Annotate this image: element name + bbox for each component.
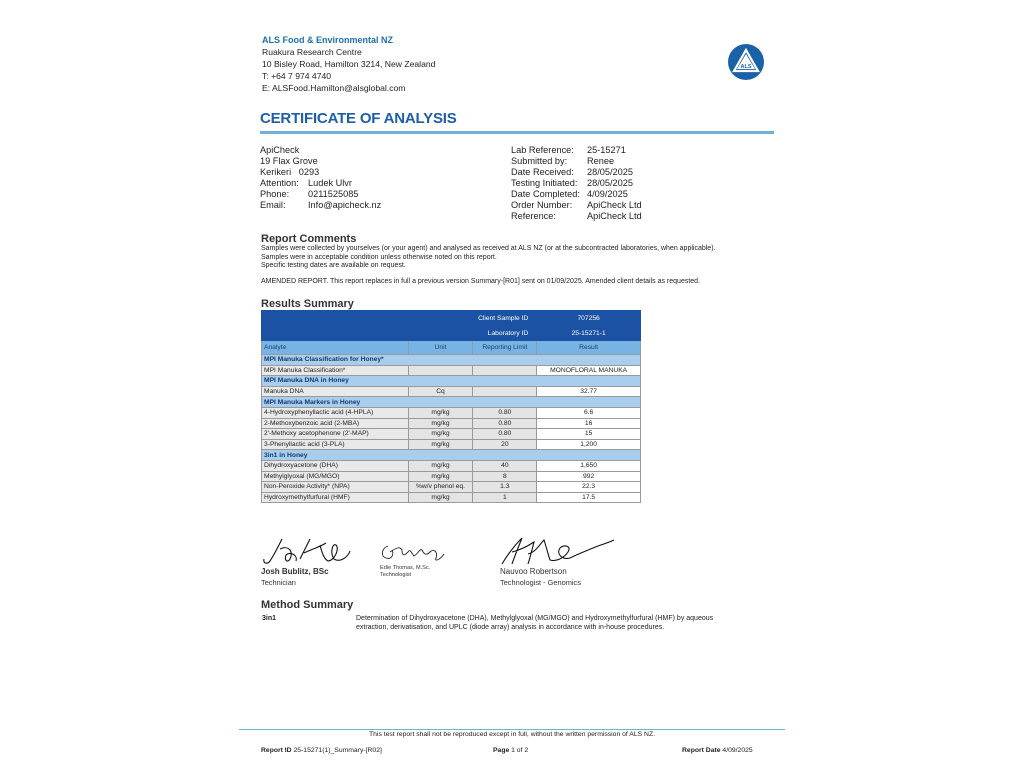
method-text-line-1: Determination of Dihydroxyacetone (DHA), Methylglyoxal (MG/MGO) and Hydroxymethylfurfural (HMF) by aqueous — [356, 615, 714, 622]
unit-cell: Cq — [408, 386, 473, 397]
analyte-cell: Hydroxymethylfurfural (HMF) — [262, 492, 409, 503]
footer-report-id — [261, 747, 382, 754]
result-cell: 16 — [537, 418, 641, 429]
col-header-analyte: Analyte — [262, 341, 409, 355]
signatory-1-name: Josh Bublitz, BSc — [261, 567, 329, 576]
analyte-cell: Non-Peroxide Activity* (NPA) — [262, 482, 409, 493]
client-sample-label: Client Sample ID — [262, 311, 537, 326]
table-row — [262, 482, 641, 493]
limit-cell: 0.80 — [473, 407, 537, 418]
report-id-value: 25-15271(1)_Summary-[R02] — [293, 747, 382, 754]
table-row — [262, 418, 641, 429]
method-text-line-2: extraction, derivatisation, and UPLC (diode array) analysis in accordance with in-house procedures. — [356, 623, 665, 631]
result-cell: MONOFLORAL MANUKA — [537, 365, 641, 376]
lab-name: ALS Food & Environmental NZ — [262, 35, 394, 45]
limit-cell: 20 — [473, 439, 537, 450]
footer-report-date — [682, 747, 753, 754]
phone-value: 0211525085 — [308, 189, 359, 199]
table-row — [262, 429, 641, 440]
table-row — [262, 471, 641, 482]
group-label: MPI Manuka Classification for Honey* — [262, 355, 641, 366]
unit-cell — [408, 365, 473, 376]
page-label: Page — [493, 747, 510, 754]
attention-label: Attention: — [260, 178, 299, 188]
col-header-unit: Unit — [408, 341, 473, 355]
table-row — [262, 439, 641, 450]
page-title: CERTIFICATE OF ANALYSIS — [260, 110, 457, 127]
analyte-cell: 2'-Methoxy acetophenone (2'-MAP) — [262, 429, 409, 440]
amended-note: AMENDED REPORT. This report replaces in full a previous version Summary-[R01] sent on 01/09/2025. Amended client details as requested. — [261, 278, 701, 285]
result-cell: 22.3 — [537, 482, 641, 493]
logo-text: ALS — [740, 64, 752, 70]
client-sample-value: 707256 — [537, 311, 641, 326]
method-code: 3in1 — [262, 615, 277, 622]
ref-lab-reference-label: Lab Reference: — [511, 145, 574, 155]
result-cell: 1,200 — [537, 439, 641, 450]
results-table — [261, 310, 641, 503]
report-date-label: Report Date — [682, 747, 721, 754]
signatory-3-title: Technologist - Genomics — [500, 578, 581, 587]
client-name: ApiCheck — [260, 145, 300, 155]
signature-edie-thomas — [378, 538, 448, 564]
group-label: MPI Manuka Markers in Honey — [262, 397, 641, 408]
result-cell: 1,650 — [537, 460, 641, 471]
signatory-2-name: Edie Thomas, M.Sc. — [380, 565, 431, 571]
attention-value: Ludek Ulvr — [308, 178, 352, 188]
laboratory-id-row — [262, 326, 641, 341]
analyte-cell: Methylglyoxal (MG/MGO) — [262, 471, 409, 482]
limit-cell — [473, 365, 537, 376]
client-sample-row — [262, 311, 641, 326]
signature-josh-bublitz — [260, 533, 356, 569]
limit-cell: 1 — [473, 492, 537, 503]
footer-divider — [239, 729, 785, 730]
ref-date-completed-label: Date Completed: — [511, 189, 580, 199]
method-heading: Method Summary — [261, 599, 354, 611]
unit-cell: mg/kg — [408, 407, 473, 418]
group-label: MPI Manuka DNA in Honey — [262, 376, 641, 387]
table-row — [262, 492, 641, 503]
signatory-1-title: Technician — [261, 578, 296, 587]
unit-cell: mg/kg — [408, 418, 473, 429]
result-cell: 17.5 — [537, 492, 641, 503]
phone-label: Phone: — [260, 189, 290, 199]
results-heading: Results Summary — [261, 298, 354, 310]
comment-line-3: Specific testing dates are available on request. — [261, 262, 406, 270]
ref-testing-initiated-value: 28/05/2025 — [587, 178, 633, 188]
laboratory-id-label: Laboratory ID — [262, 326, 537, 341]
table-row — [262, 365, 641, 376]
page-value: 1 of 2 — [511, 747, 529, 754]
ref-date-completed-value: 4/09/2025 — [587, 189, 628, 199]
column-header-row — [262, 341, 641, 355]
signatory-2-title: Technologist — [380, 571, 412, 578]
col-header-result: Result — [537, 341, 641, 355]
ref-submitted-by-label: Submitted by: — [511, 156, 568, 166]
limit-cell: 0.80 — [473, 429, 537, 440]
group-label: 3in1 in Honey — [262, 450, 641, 461]
result-cell: 32.77 — [537, 386, 641, 397]
table-row — [262, 386, 641, 397]
unit-cell: mg/kg — [408, 460, 473, 471]
ref-date-received-label: Date Received: — [511, 167, 574, 177]
group-row — [262, 376, 641, 387]
laboratory-id-value: 25-15271-1 — [537, 326, 641, 341]
comment-line-1: Samples were collected by yourselves (or your agent) and analysed as received at ALS NZ (or at the subcontracted laboratories, when applicable). — [261, 245, 716, 252]
email-label: Email: — [260, 200, 286, 210]
title-divider — [260, 131, 774, 134]
ref-lab-reference-value: 25-15271 — [587, 145, 626, 155]
unit-cell: mg/kg — [408, 492, 473, 503]
limit-cell: 8 — [473, 471, 537, 482]
als-logo-icon — [728, 44, 764, 80]
unit-cell: mg/kg — [408, 439, 473, 450]
lab-email: E: ALSFood.Hamilton@alsglobal.com — [262, 83, 406, 93]
ref-order-number-value: ApiCheck Ltd — [587, 200, 642, 210]
analyte-cell: Manuka DNA — [262, 386, 409, 397]
comment-line-2: Samples were in acceptable condition unless otherwise noted on this report. — [261, 253, 497, 261]
analyte-cell: MPI Manuka Classification* — [262, 365, 409, 376]
ref-reference-label: Reference: — [511, 211, 556, 221]
group-row — [262, 355, 641, 366]
ref-reference-value: ApiCheck Ltd — [587, 211, 642, 221]
result-cell: 15 — [537, 429, 641, 440]
limit-cell: 0.80 — [473, 418, 537, 429]
unit-cell: mg/kg — [408, 429, 473, 440]
limit-cell: 1.3 — [473, 482, 537, 493]
analyte-cell: 3-Phenyllactic acid (3-PLA) — [262, 439, 409, 450]
lab-phone: T: +64 7 974 4740 — [262, 71, 332, 81]
table-row — [262, 460, 641, 471]
analyte-cell: 4-Hydroxyphenyllactic acid (4-HPLA) — [262, 407, 409, 418]
group-row — [262, 397, 641, 408]
analyte-cell: Dihydroxyacetone (DHA) — [262, 460, 409, 471]
table-row — [262, 407, 641, 418]
result-cell: 6.6 — [537, 407, 641, 418]
lab-address-line-2: 10 Bisley Road, Hamilton 3214, New Zealand — [262, 59, 436, 69]
comments-heading: Report Comments — [261, 233, 357, 245]
unit-cell: %w/v phenol eq. — [408, 482, 473, 493]
col-header-reporting-limit: Reporting Limit — [473, 341, 537, 355]
group-row — [262, 450, 641, 461]
email-value: Info@apicheck.nz — [308, 200, 382, 210]
client-address-2: Kerikeri 0293 — [260, 167, 320, 177]
result-cell: 992 — [537, 471, 641, 482]
signature-nauvoo-robertson — [498, 534, 618, 568]
limit-cell: 40 — [473, 460, 537, 471]
report-id-label: Report ID — [261, 747, 292, 754]
analyte-cell: 2-Methoxybenzoic acid (2-MBA) — [262, 418, 409, 429]
report-date-value: 4/09/2025 — [722, 747, 753, 754]
ref-order-number-label: Order Number: — [511, 200, 573, 210]
limit-cell — [473, 386, 537, 397]
ref-submitted-by-value: Renee — [587, 156, 615, 166]
client-address-1: 19 Flax Grove — [260, 156, 318, 166]
footer-notice: This test report shall not be reproduced except in full, without the written permission of ALS NZ. — [369, 731, 655, 738]
lab-address-line-1: Ruakura Research Centre — [262, 47, 362, 57]
unit-cell: mg/kg — [408, 471, 473, 482]
signatory-3-name: Nauvoo Robertson — [500, 567, 567, 576]
ref-testing-initiated-label: Testing Initiated: — [511, 178, 578, 188]
ref-date-received-value: 28/05/2025 — [587, 167, 633, 177]
footer-page — [493, 747, 528, 754]
